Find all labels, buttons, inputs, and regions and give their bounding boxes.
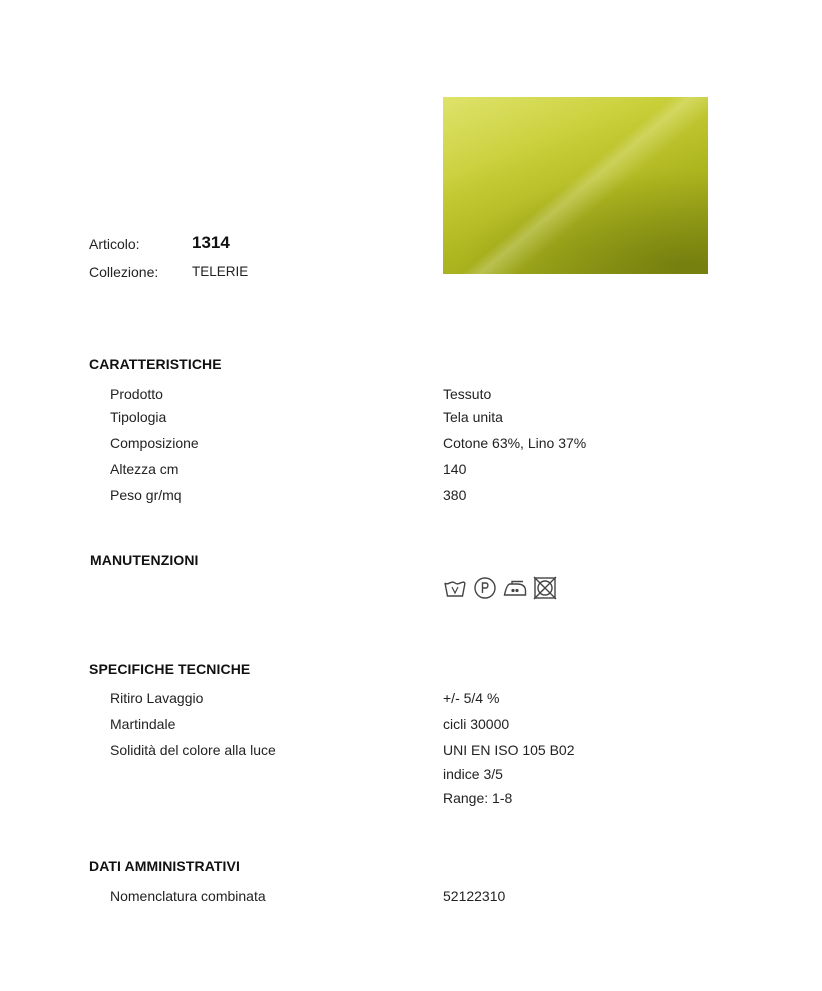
spec-label: Altezza cm — [110, 461, 179, 477]
spec-value: 140 — [443, 461, 467, 477]
section-title-caratteristiche: CARATTERISTICHE — [89, 356, 222, 372]
spec-value-extra: Range: 1-8 — [443, 790, 513, 806]
spec-value: Cotone 63%, Lino 37% — [443, 435, 587, 451]
spec-label: Nomenclatura combinata — [110, 888, 266, 904]
section-title-amministrativi: DATI AMMINISTRATIVI — [89, 858, 240, 874]
section-title-specifiche: SPECIFICHE TECNICHE — [89, 661, 251, 677]
spec-value-extra: indice 3/5 — [443, 766, 503, 782]
collection-label: Collezione: — [89, 264, 159, 280]
wash-30-icon — [443, 576, 467, 600]
section-title-manutenzioni: MANUTENZIONI — [90, 552, 199, 568]
spec-value: +/- 5/4 % — [443, 690, 500, 706]
spec-value: 52122310 — [443, 888, 506, 904]
care-symbols — [443, 576, 557, 600]
dry-clean-p-icon — [473, 576, 497, 600]
spec-label: Composizione — [110, 435, 199, 451]
spec-value: Tela unita — [443, 409, 503, 425]
iron-medium-icon — [503, 576, 527, 600]
no-tumble-dry-icon — [533, 576, 557, 600]
spec-label: Martindale — [110, 716, 176, 732]
fabric-swatch-image — [443, 97, 708, 274]
article-label: Articolo: — [89, 236, 140, 252]
collection-value: TELERIE — [192, 264, 249, 279]
article-number: 1314 — [192, 233, 230, 252]
spec-label: Peso gr/mq — [110, 487, 182, 503]
spec-label: Solidità del colore alla luce — [110, 742, 276, 758]
spec-label: Prodotto — [110, 386, 163, 402]
spec-label: Ritiro Lavaggio — [110, 690, 204, 706]
spec-value: 380 — [443, 487, 467, 503]
spec-label: Tipologia — [110, 409, 167, 425]
spec-value: Tessuto — [443, 386, 492, 402]
spec-value: cicli 30000 — [443, 716, 510, 732]
spec-value: UNI EN ISO 105 B02 — [443, 742, 575, 758]
